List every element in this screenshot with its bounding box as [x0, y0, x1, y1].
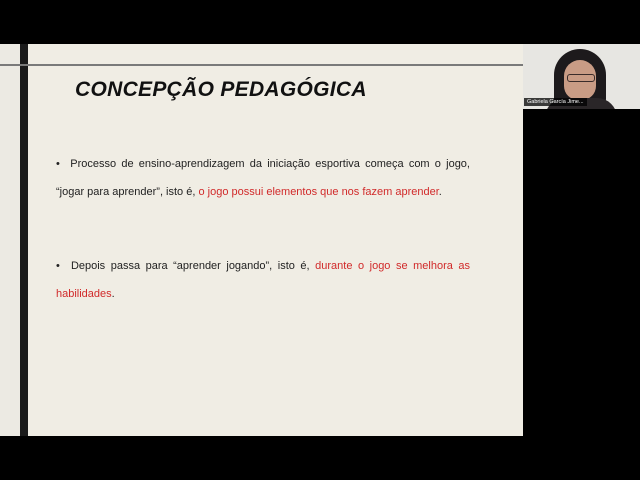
- presentation-slide: [0, 44, 523, 436]
- participant-glasses: [567, 74, 595, 82]
- bullet-1-text: Processo de ensino-aprendizagem da iniciação esportiva começa com o jogo, “jogar para aprender”, isto é,: [56, 158, 470, 198]
- bullet-item-2: [56, 252, 470, 308]
- bullet-marker: •: [56, 260, 60, 272]
- bullet-1-highlight: o jogo possui elementos que nos fazem aprender: [198, 186, 439, 198]
- bullet-2-end: .: [111, 288, 115, 300]
- bullet-marker: •: [56, 158, 60, 170]
- bullet-1-end: .: [438, 186, 442, 198]
- slide-left-band: [0, 44, 20, 436]
- bullet-item-1: [56, 150, 470, 206]
- slide-left-stripe: [20, 44, 28, 436]
- bullet-2-text: Depois passa para “aprender jogando”, isto é,: [70, 260, 316, 272]
- bullet-2-highlight: durante o jogo se melhora as habilidades: [56, 260, 471, 300]
- participant-name-tag: Gabriela García Jime...: [524, 98, 587, 106]
- participant-video-tile[interactable]: [523, 44, 640, 109]
- slide-title: CONCEPÇÃO PEDAGÓGICA: [75, 78, 367, 101]
